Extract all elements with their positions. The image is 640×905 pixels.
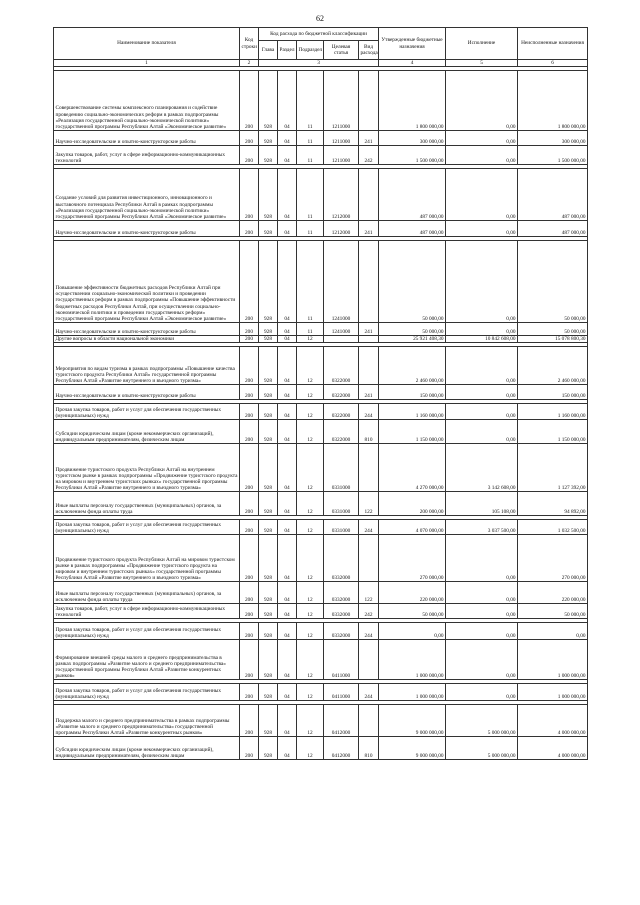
row-podrazdel-cell: 12 <box>297 420 324 444</box>
row-approved-cell: 25 921 408,30 <box>379 336 446 343</box>
header-vid: Вид расхода <box>359 41 379 60</box>
row-podrazdel-cell: 12 <box>297 404 324 420</box>
row-executed-cell: 0,00 <box>446 420 518 444</box>
row-unexecuted-cell: 15 078 800,30 <box>518 336 588 343</box>
row-glava-cell: 928 <box>259 520 278 535</box>
row-executed-cell: 5 000 000,00 <box>446 705 518 737</box>
row-razdel-cell: 04 <box>278 623 297 640</box>
row-vid-cell: 242 <box>359 604 379 619</box>
row-executed-cell: 0,00 <box>446 221 518 237</box>
col-number: 3 <box>259 60 379 67</box>
table-row <box>54 623 588 640</box>
row-razdel-cell: 04 <box>278 404 297 420</box>
row-approved-cell: 50 000,00 <box>379 323 446 336</box>
row-glava-cell: 928 <box>259 604 278 619</box>
row-razdel-cell: 04 <box>278 640 297 680</box>
row-executed-cell: 0,00 <box>446 582 518 604</box>
row-glava-cell: 928 <box>259 385 278 400</box>
row-code-cell: 200 <box>240 582 259 604</box>
row-glava-cell: 928 <box>259 623 278 640</box>
row-podrazdel-cell: 11 <box>297 169 324 221</box>
row-vid-cell: 244 <box>359 684 379 701</box>
row-target-cell: 0322000 <box>324 385 359 400</box>
table-row <box>54 347 588 385</box>
row-executed-cell: 0,00 <box>446 404 518 420</box>
row-glava-cell: 928 <box>259 169 278 221</box>
col-number: 5 <box>446 60 518 67</box>
row-unexecuted-cell: 2 460 000,00 <box>518 347 588 385</box>
row-target-cell: 1241000 <box>324 323 359 336</box>
row-approved-cell: 50 000,00 <box>379 241 446 323</box>
row-code-cell: 200 <box>240 420 259 444</box>
row-podrazdel-cell: 11 <box>297 323 324 336</box>
row-razdel-cell: 04 <box>278 347 297 385</box>
row-podrazdel-cell: 12 <box>297 582 324 604</box>
row-target-cell: 0411000 <box>324 684 359 701</box>
row-code-cell: 200 <box>240 623 259 640</box>
row-podrazdel-cell: 12 <box>297 535 324 582</box>
row-vid-cell <box>359 705 379 737</box>
row-executed-cell: 10 842 608,00 <box>446 336 518 343</box>
row-razdel-cell: 04 <box>278 520 297 535</box>
row-vid-cell: 241 <box>359 323 379 336</box>
row-unexecuted-cell: 94 892,00 <box>518 492 588 516</box>
col-number: 1 <box>54 60 240 67</box>
row-name-cell: Субсидии юридическим лицам (кроме некоммерческих организаций), индивидуальным предпринимателям, физическим лицам <box>54 420 240 444</box>
row-executed-cell: 0,00 <box>446 169 518 221</box>
row-vid-cell: 244 <box>359 404 379 420</box>
header-podrazdel: Подраздел <box>297 41 324 60</box>
row-podrazdel-cell: 11 <box>297 146 324 165</box>
row-approved-cell: 1 150 000,00 <box>379 420 446 444</box>
row-name-cell: Прочая закупка товаров, работ и услуг для обеспечения государственных (муниципальных) нужд <box>54 623 240 640</box>
row-razdel-cell: 04 <box>278 492 297 516</box>
row-approved-cell: 2 460 000,00 <box>379 347 446 385</box>
row-unexecuted-cell: 487 000,00 <box>518 169 588 221</box>
row-unexecuted-cell: 1 150 000,00 <box>518 420 588 444</box>
row-vid-cell: 810 <box>359 420 379 444</box>
row-razdel-cell: 04 <box>278 169 297 221</box>
budget-execution-table <box>53 27 588 760</box>
row-razdel-cell: 04 <box>278 420 297 444</box>
row-executed-cell: 0,00 <box>446 535 518 582</box>
row-vid-cell: 244 <box>359 623 379 640</box>
row-code-cell: 200 <box>240 705 259 737</box>
row-vid-cell <box>359 241 379 323</box>
row-code-cell: 200 <box>240 684 259 701</box>
row-code-cell: 200 <box>240 347 259 385</box>
row-target-cell: 1211000 <box>324 146 359 165</box>
row-vid-cell: 122 <box>359 582 379 604</box>
row-vid-cell: 242 <box>359 146 379 165</box>
row-glava-cell: 928 <box>259 146 278 165</box>
row-name-cell: Закупка товаров, работ, услуг в сфере информационно-коммуникационных технологий <box>54 146 240 165</box>
row-name-cell: Создание условий для развития инвестиционного, инновационного и выставочного потенциала Республики Алтай в рамках подпрограммы «Реализация государственной социально-экономической политики» государственной программы Республики Алтай «Экономическое развитие» <box>54 169 240 221</box>
row-name-cell: Научно-исследовательские и опытно-конструкторские работы <box>54 323 240 336</box>
row-razdel-cell: 04 <box>278 323 297 336</box>
row-podrazdel-cell: 12 <box>297 347 324 385</box>
row-code-cell: 200 <box>240 241 259 323</box>
row-vid-cell <box>359 444 379 492</box>
row-unexecuted-cell: 1 800 000,00 <box>518 71 588 131</box>
page-number: 62 <box>316 14 324 23</box>
row-code-cell: 200 <box>240 323 259 336</box>
row-target-cell: 0332000 <box>324 535 359 582</box>
row-razdel-cell: 04 <box>278 684 297 701</box>
row-approved-cell: 50 000,00 <box>379 604 446 619</box>
row-name-cell: Научно-исследовательские и опытно-конструкторские работы <box>54 221 240 237</box>
row-podrazdel-cell: 12 <box>297 705 324 737</box>
row-razdel-cell: 04 <box>278 146 297 165</box>
row-unexecuted-cell: 50 000,00 <box>518 241 588 323</box>
row-code-cell: 200 <box>240 169 259 221</box>
row-vid-cell: 122 <box>359 492 379 516</box>
row-name-cell: Субсидии юридическим лицам (кроме некоммерческих организаций), индивидуальным предпринимателям, физическим лицам <box>54 737 240 760</box>
row-name-cell: Иные выплаты персоналу государственных (муниципальных) органов, за исключением фонда оплаты труда <box>54 582 240 604</box>
table-row <box>54 404 588 420</box>
row-approved-cell: 9 000 000,00 <box>379 705 446 737</box>
header-approved: Утвержденные бюджетные назначения <box>379 28 446 60</box>
row-name-cell: Поддержка малого и среднего предпринимательства в рамках подпрограммы «Развитие малого и среднего предпринимательства» государственной программы Республики Алтай «Развитие конкурентных рынков» <box>54 705 240 737</box>
col-number: 6 <box>518 60 588 67</box>
row-code-cell: 200 <box>240 221 259 237</box>
row-glava-cell: 928 <box>259 705 278 737</box>
row-podrazdel-cell: 11 <box>297 221 324 237</box>
row-code-cell: 200 <box>240 604 259 619</box>
row-target-cell: 1212000 <box>324 169 359 221</box>
row-executed-cell: 0,00 <box>446 146 518 165</box>
row-executed-cell: 3 142 608,00 <box>446 444 518 492</box>
table-row <box>54 131 588 146</box>
row-target-cell: 0412000 <box>324 737 359 760</box>
row-unexecuted-cell: 1 032 500,00 <box>518 520 588 535</box>
table-row <box>54 535 588 582</box>
row-glava-cell: 928 <box>259 71 278 131</box>
row-glava-cell: 928 <box>259 420 278 444</box>
row-name-cell: Повышение эффективности бюджетных расходов Республики Алтай при осуществлении социально-экономической политики и проведении государственных реформ в рамках подпрограммы «Повышение эффективности бюджетных расходов Республики Алтай, при осуществлении социально-экономической политики и проведении государственных реформ» государственной программы Республики Алтай «Экономическое развитие» <box>54 241 240 323</box>
row-target-cell: 0332000 <box>324 582 359 604</box>
row-glava-cell: 928 <box>259 444 278 492</box>
row-approved-cell: 1 000 000,00 <box>379 640 446 680</box>
row-podrazdel-cell: 12 <box>297 684 324 701</box>
header-name: Наименование показателя <box>54 28 240 60</box>
row-executed-cell: 5 000 000,00 <box>446 737 518 760</box>
row-target-cell: 1212000 <box>324 221 359 237</box>
row-glava-cell: 928 <box>259 640 278 680</box>
row-approved-cell: 1 500 000,00 <box>379 146 446 165</box>
row-code-cell: 200 <box>240 444 259 492</box>
row-executed-cell: 0,00 <box>446 71 518 131</box>
row-unexecuted-cell: 1 127 392,00 <box>518 444 588 492</box>
row-razdel-cell: 04 <box>278 241 297 323</box>
table-row <box>54 737 588 760</box>
header-unexecuted: Неисполненные назначения <box>518 28 588 60</box>
row-glava-cell: 928 <box>259 404 278 420</box>
row-approved-cell: 1 160 000,00 <box>379 404 446 420</box>
row-approved-cell: 150 000,00 <box>379 385 446 400</box>
row-unexecuted-cell: 1 500 000,00 <box>518 146 588 165</box>
row-target-cell: 0331000 <box>324 520 359 535</box>
row-name-cell: Прочая закупка товаров, работ и услуг для обеспечения государственных (муниципальных) нужд <box>54 404 240 420</box>
row-glava-cell: 928 <box>259 684 278 701</box>
row-podrazdel-cell: 12 <box>297 336 324 343</box>
row-vid-cell <box>359 640 379 680</box>
row-glava-cell: 928 <box>259 241 278 323</box>
header-target: Целевая статья <box>324 41 359 60</box>
row-podrazdel-cell: 12 <box>297 385 324 400</box>
row-podrazdel-cell: 11 <box>297 71 324 131</box>
row-unexecuted-cell: 150 000,00 <box>518 385 588 400</box>
row-unexecuted-cell: 4 000 000,00 <box>518 737 588 760</box>
row-podrazdel-cell: 12 <box>297 640 324 680</box>
row-razdel-cell: 04 <box>278 582 297 604</box>
row-unexecuted-cell: 300 000,00 <box>518 131 588 146</box>
row-target-cell: 0322000 <box>324 347 359 385</box>
row-podrazdel-cell: 12 <box>297 737 324 760</box>
row-approved-cell: 1 800 000,00 <box>379 71 446 131</box>
row-name-cell: Прочая закупка товаров, работ и услуг для обеспечения государственных (муниципальных) нужд <box>54 684 240 701</box>
table-row <box>54 684 588 701</box>
header-glava: Глава <box>259 41 278 60</box>
row-approved-cell: 4 270 000,00 <box>379 444 446 492</box>
row-code-cell: 200 <box>240 131 259 146</box>
row-razdel-cell: 04 <box>278 444 297 492</box>
table-row <box>54 146 588 165</box>
row-vid-cell <box>359 535 379 582</box>
row-approved-cell: 220 000,00 <box>379 582 446 604</box>
row-glava-cell: 928 <box>259 131 278 146</box>
row-code-cell: 200 <box>240 146 259 165</box>
row-vid-cell <box>359 169 379 221</box>
row-unexecuted-cell: 0,00 <box>518 623 588 640</box>
row-code-cell: 200 <box>240 640 259 680</box>
row-executed-cell: 0,00 <box>446 385 518 400</box>
row-name-cell: Прочая закупка товаров, работ и услуг для обеспечения государственных (муниципальных) нужд <box>54 520 240 535</box>
row-razdel-cell: 04 <box>278 737 297 760</box>
row-code-cell: 200 <box>240 404 259 420</box>
row-razdel-cell: 04 <box>278 71 297 131</box>
row-name-cell: Иные выплаты персоналу государственных (муниципальных) органов, за исключением фонда оплаты труда <box>54 492 240 516</box>
table-row <box>54 604 588 619</box>
row-unexecuted-cell: 220 000,00 <box>518 582 588 604</box>
row-unexecuted-cell: 487 000,00 <box>518 221 588 237</box>
row-name-cell: Другие вопросы в области национальной экономики <box>54 336 240 343</box>
header-razdel: Раздел <box>278 41 297 60</box>
row-approved-cell: 270 000,00 <box>379 535 446 582</box>
row-target-cell: 0322000 <box>324 404 359 420</box>
table-row <box>54 705 588 737</box>
row-approved-cell: 200 000,00 <box>379 492 446 516</box>
table-row <box>54 71 588 131</box>
header-executed: Исполнение <box>446 28 518 60</box>
row-razdel-cell: 04 <box>278 705 297 737</box>
table-row <box>54 221 588 237</box>
row-podrazdel-cell: 12 <box>297 492 324 516</box>
row-vid-cell: 241 <box>359 131 379 146</box>
row-target-cell <box>324 336 359 343</box>
row-executed-cell: 0,00 <box>446 640 518 680</box>
row-unexecuted-cell: 1 000 000,00 <box>518 640 588 680</box>
col-number: 2 <box>240 60 259 67</box>
row-target-cell: 1241000 <box>324 241 359 323</box>
row-glava-cell: 928 <box>259 492 278 516</box>
row-razdel-cell: 04 <box>278 535 297 582</box>
row-glava-cell: 928 <box>259 535 278 582</box>
row-approved-cell: 0,00 <box>379 623 446 640</box>
table-row <box>54 336 588 343</box>
row-razdel-cell: 04 <box>278 221 297 237</box>
row-podrazdel-cell: 12 <box>297 604 324 619</box>
row-target-cell: 1211000 <box>324 71 359 131</box>
table-row <box>54 520 588 535</box>
row-target-cell: 0331000 <box>324 492 359 516</box>
row-podrazdel-cell: 12 <box>297 520 324 535</box>
row-razdel-cell: 04 <box>278 336 297 343</box>
row-glava-cell: 928 <box>259 737 278 760</box>
row-name-cell: Продвижение туристского продукта Республики Алтай на мировом туристском рынке в рамках подпрограммы «Продвижение туристского продукта на мировом и внутреннем туристских рынках» государственной программы Республики Алтай «Развитие внутреннего и въездного туризма» <box>54 535 240 582</box>
row-unexecuted-cell: 270 000,00 <box>518 535 588 582</box>
row-unexecuted-cell: 4 000 000,00 <box>518 705 588 737</box>
table-row <box>54 492 588 516</box>
row-code-cell: 200 <box>240 737 259 760</box>
row-vid-cell: 244 <box>359 520 379 535</box>
row-vid-cell <box>359 336 379 343</box>
row-approved-cell: 487 000,00 <box>379 169 446 221</box>
table-row <box>54 444 588 492</box>
row-target-cell: 0322000 <box>324 420 359 444</box>
row-target-cell: 1211000 <box>324 131 359 146</box>
row-glava-cell: 928 <box>259 221 278 237</box>
row-vid-cell <box>359 347 379 385</box>
row-executed-cell: 0,00 <box>446 347 518 385</box>
table-row <box>54 241 588 323</box>
row-executed-cell: 105 108,00 <box>446 492 518 516</box>
row-executed-cell: 3 037 500,00 <box>446 520 518 535</box>
table-row <box>54 323 588 336</box>
row-executed-cell: 0,00 <box>446 131 518 146</box>
row-razdel-cell: 04 <box>278 604 297 619</box>
row-approved-cell: 1 000 000,00 <box>379 684 446 701</box>
row-approved-cell: 4 070 000,00 <box>379 520 446 535</box>
row-code-cell: 200 <box>240 492 259 516</box>
row-unexecuted-cell: 50 000,00 <box>518 323 588 336</box>
row-razdel-cell: 04 <box>278 131 297 146</box>
row-glava-cell: 928 <box>259 582 278 604</box>
row-glava-cell: 928 <box>259 323 278 336</box>
row-executed-cell: 0,00 <box>446 623 518 640</box>
table-row <box>54 385 588 400</box>
row-code-cell: 200 <box>240 71 259 131</box>
row-podrazdel-cell: 11 <box>297 131 324 146</box>
row-podrazdel-cell: 12 <box>297 623 324 640</box>
row-unexecuted-cell: 50 000,00 <box>518 604 588 619</box>
row-target-cell: 0332000 <box>324 623 359 640</box>
header-code: Код строки <box>240 28 259 60</box>
row-vid-cell <box>359 71 379 131</box>
row-code-cell: 200 <box>240 520 259 535</box>
row-name-cell: Закупка товаров, работ, услуг в сфере информационно-коммуникационных технологий <box>54 604 240 619</box>
row-approved-cell: 487 000,00 <box>379 221 446 237</box>
row-glava-cell: 928 <box>259 336 278 343</box>
table-row <box>54 169 588 221</box>
row-razdel-cell: 04 <box>278 385 297 400</box>
row-code-cell: 200 <box>240 336 259 343</box>
table-row <box>54 420 588 444</box>
row-target-cell: 0412000 <box>324 705 359 737</box>
row-target-cell: 0411000 <box>324 640 359 680</box>
row-name-cell: Формирование внешней среды малого и среднего предпринимательства в рамках подпрограммы «Развитие малого и среднего предпринимательства» государственной программы Республики Алтай «Развитие конкурентных рынков» <box>54 640 240 680</box>
row-name-cell: Научно-исследовательские и опытно-конструкторские работы <box>54 131 240 146</box>
row-unexecuted-cell: 1 000 000,00 <box>518 684 588 701</box>
table-row <box>54 640 588 680</box>
header-classification: Код расхода по бюджетной классификации <box>259 28 379 41</box>
row-podrazdel-cell: 11 <box>297 241 324 323</box>
row-approved-cell: 9 000 000,00 <box>379 737 446 760</box>
row-vid-cell: 241 <box>359 385 379 400</box>
row-name-cell: Мероприятия по видам туризма в рамках подпрограммы «Повышение качества туристского продукта Республики Алтай» государственной программы Республики Алтай «Развитие внутреннего и въездного туризма» <box>54 347 240 385</box>
row-target-cell: 0331000 <box>324 444 359 492</box>
row-vid-cell: 241 <box>359 221 379 237</box>
row-code-cell: 200 <box>240 385 259 400</box>
row-name-cell: Продвижение туристского продукта Республики Алтай на внутреннем туристском рынке в рамках подпрограммы «Продвижение туристского продукта на мировом и внутреннем туристских рынках» государственной программы Республики Алтай «Развитие внутреннего и въездного туризма» <box>54 444 240 492</box>
row-name-cell: Научно-исследовательские и опытно-конструкторские работы <box>54 385 240 400</box>
row-podrazdel-cell: 12 <box>297 444 324 492</box>
row-vid-cell: 810 <box>359 737 379 760</box>
row-name-cell: Совершенствование системы комплексного планирования и содействие проведению социально-экономических реформ в рамках подпрограммы «Реализация государственной социально-экономической политики» государственной программы Республики Алтай «Экономическое развитие» <box>54 71 240 131</box>
row-executed-cell: 0,00 <box>446 604 518 619</box>
row-glava-cell: 928 <box>259 347 278 385</box>
row-executed-cell: 0,00 <box>446 684 518 701</box>
table-row <box>54 582 588 604</box>
row-code-cell: 200 <box>240 535 259 582</box>
row-executed-cell: 0,00 <box>446 323 518 336</box>
row-target-cell: 0332000 <box>324 604 359 619</box>
col-number: 4 <box>379 60 446 67</box>
row-executed-cell: 0,00 <box>446 241 518 323</box>
row-unexecuted-cell: 1 160 000,00 <box>518 404 588 420</box>
row-approved-cell: 300 000,00 <box>379 131 446 146</box>
